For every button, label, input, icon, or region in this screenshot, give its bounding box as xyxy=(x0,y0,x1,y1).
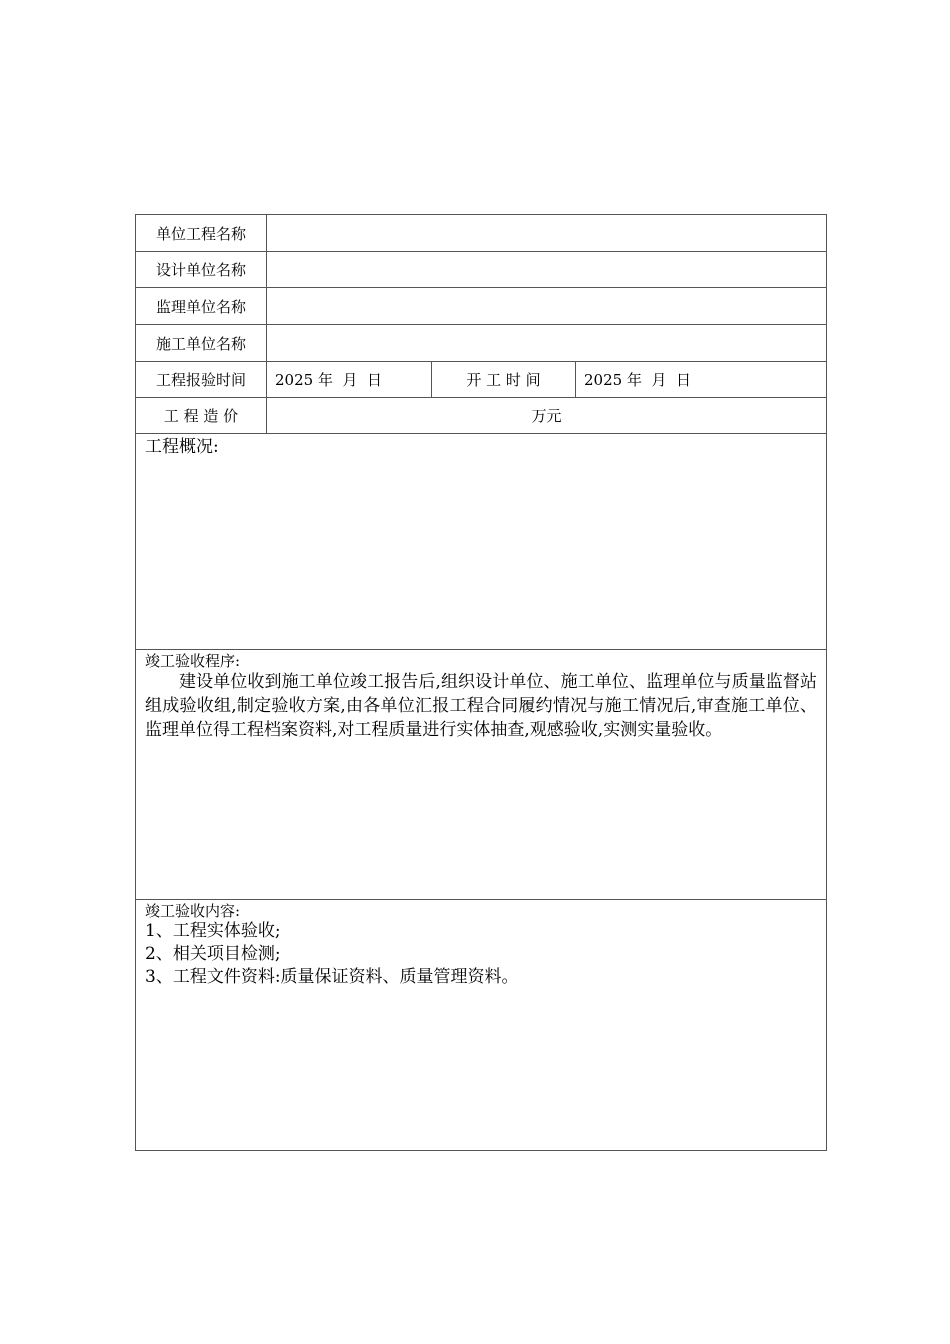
content-item: 2、相关项目检测; xyxy=(145,944,281,964)
dates-row xyxy=(136,362,826,398)
cost-unit: 万元 xyxy=(531,407,562,425)
cost-row xyxy=(136,398,826,434)
construction-unit-label: 施工单位名称 xyxy=(155,334,246,353)
supervision-unit-row xyxy=(136,288,826,325)
design-unit-label: 设计单位名称 xyxy=(155,261,246,279)
procedure-text: 建设单位收到施工单位竣工报告后,组织设计单位、施工单位、监理单位与质量监督站组成验收组,制定验收方案,由各单位汇报工程合同履约情况与施工情况后,审查施工单位、监理单位得工程档案资料,对工程质量进行实体抽查,观感验收,实测实量验收。 xyxy=(145,672,817,740)
acceptance-form xyxy=(135,214,827,1151)
report-time-value[interactable]: 2025 年 月 日 xyxy=(275,371,383,389)
start-time-value[interactable]: 2025 年 月 日 xyxy=(584,371,692,389)
design-unit-value[interactable] xyxy=(267,252,826,287)
cost-label: 工 程 造 价 xyxy=(163,407,239,425)
content-item: 3、工程文件资料:质量保证资料、质量管理资料。 xyxy=(145,967,519,987)
content-title: 竣工验收内容: xyxy=(145,902,241,920)
overview-section xyxy=(136,434,826,650)
procedure-title: 竣工验收程序: xyxy=(145,652,241,670)
construction-unit-value[interactable] xyxy=(267,325,826,361)
supervision-unit-value[interactable] xyxy=(267,288,826,324)
procedure-section xyxy=(136,650,826,900)
unit-project-value[interactable] xyxy=(267,215,826,251)
unit-project-label: 单位工程名称 xyxy=(155,224,246,243)
unit-project-row xyxy=(136,215,826,252)
design-unit-row xyxy=(136,252,826,288)
content-section xyxy=(136,900,826,1151)
overview-title: 工程概况: xyxy=(145,437,219,457)
start-time-label: 开 工 时 间 xyxy=(466,371,541,389)
report-time-label: 工程报验时间 xyxy=(155,371,246,389)
content-item: 1、工程实体验收; xyxy=(145,921,281,941)
construction-unit-row xyxy=(136,325,826,362)
supervision-unit-label: 监理单位名称 xyxy=(155,297,246,316)
